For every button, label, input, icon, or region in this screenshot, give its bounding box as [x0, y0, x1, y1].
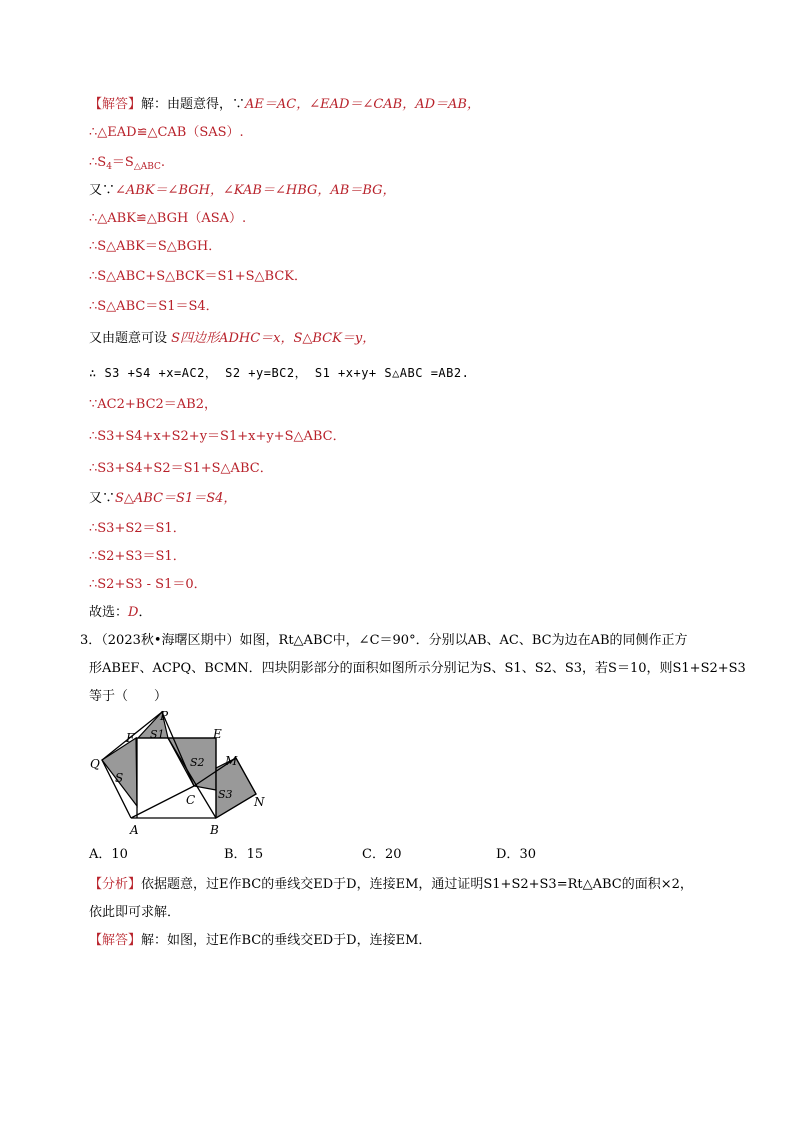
step-s4-mid: ＝S [111, 155, 134, 170]
label-p: P [160, 709, 169, 723]
step-area-sum: ∴S△ABC+S△BCK＝S1+S△BCK． [89, 269, 307, 284]
step-s4-sub2: △ABC [133, 162, 161, 172]
solution-tag: 【解答】 [89, 97, 142, 112]
answer3-line [89, 932, 431, 950]
label-b: B [210, 823, 219, 837]
geometry-figure [86, 708, 286, 840]
problem3-line2: 形ABEF、ACPQ、BCMN．四块阴影部分的面积如图所示分别记为S、S1、S2、S3，若S＝10，则S1+S2+S3 [89, 661, 746, 676]
step-s4-prefix: ∴S [89, 155, 107, 170]
analysis-line2: 依此即可求解． [89, 905, 181, 920]
step-angles [89, 182, 396, 200]
problem3-line3: 等于（ ） [89, 689, 168, 704]
solution-intro: 解：由题意得，∵ [141, 97, 246, 112]
label-n: N [254, 795, 265, 809]
problem3-stem1: 如图，Rt△ABC中，∠C＝90°．分别以AB、AC、BC为边在AB的同侧作正方 [239, 633, 688, 648]
answer-line [89, 604, 151, 622]
option-c-key: C． [362, 847, 385, 862]
solution-header-line [89, 96, 480, 114]
answer-prefix: 故选： [89, 605, 129, 620]
step-recall [89, 490, 236, 508]
option-c-value: 20 [384, 847, 402, 862]
option-d-key: D． [496, 847, 520, 862]
step-angles-prefix: 又∵ [89, 183, 116, 198]
label-m: M [225, 754, 238, 768]
option-b[interactable] [224, 846, 263, 864]
step-s4-sub: 4 [106, 162, 112, 172]
step-sum-equation: ∴S3+S4+x+S2+y＝S1+x+y+S△ABC． [89, 429, 346, 444]
label-q: Q [90, 757, 100, 771]
label-e: E [213, 727, 222, 741]
problem3-source: （2023秋•海曙区期中） [101, 633, 240, 648]
step-recall-prefix: 又∵ [89, 491, 116, 506]
analysis-tag: 【分析】 [89, 877, 142, 892]
label-s: S [115, 771, 124, 785]
label-s2: S2 [190, 756, 205, 769]
step-s3-s2: ∴S3+S2＝S1． [89, 521, 186, 536]
option-d-value: 30 [519, 847, 536, 862]
condition-text: AE＝AC，∠EAD＝∠CAB，AD＝AB， [245, 97, 480, 112]
problem3-line1 [80, 632, 688, 650]
answer-end: ． [138, 605, 152, 620]
step-simplify: ∴S3+S4+S2＝S1+S△ABC． [89, 461, 273, 476]
option-a-key: A． [89, 847, 112, 862]
option-c[interactable] [362, 846, 402, 864]
segment-ac [131, 786, 194, 818]
step-congruence-asa: ∴△ABK≌△BGH（ASA）. [89, 211, 247, 226]
step-congruence-sas: ∴△EAD≌△CAB（SAS）. [89, 125, 244, 140]
option-b-value: 15 [246, 847, 264, 862]
step-let-xy [89, 330, 375, 348]
analysis-line1 [89, 876, 693, 894]
label-s1: S1 [150, 728, 165, 741]
option-a[interactable] [89, 846, 128, 864]
option-d[interactable] [496, 846, 536, 864]
step-s4-end: . [160, 155, 166, 170]
step-s2-s3: ∴S2+S3＝S1． [89, 549, 186, 564]
option-b-key: B． [224, 847, 247, 862]
step-zero: ∴S2+S3 - S1＝0． [89, 577, 207, 592]
step-s4-equals [89, 154, 165, 172]
answer3-tag: 【解答】 [89, 933, 142, 948]
label-a: A [130, 823, 139, 837]
problem3-number: 3． [80, 633, 102, 648]
label-f: F [126, 731, 135, 745]
label-c: C [186, 793, 196, 807]
step-pythagoras-expansion: ∴ S3 +S4 +x=AC2， S2 +y=BC2， S1 +x+y+ S△ABC =AB2. [89, 366, 470, 380]
step-pythagoras: ∵AC2+BC2＝AB2， [89, 397, 217, 412]
label-s3: S3 [218, 788, 233, 801]
step-let-text: S四边形ADHC＝x，S△BCK＝y， [171, 331, 376, 346]
analysis-text1: 依据题意，过E作BC的垂线交ED于D，连接EM，通过证明S1+S2+S3=Rt△ABC的面积×2， [141, 877, 693, 892]
step-area-equal: ∴S△ABK＝S△BGH． [89, 239, 222, 254]
option-a-value: 10 [111, 847, 128, 862]
step-area-s1-s4: ∴S△ABC＝S1＝S4． [89, 299, 219, 314]
answer-value: D [128, 605, 139, 620]
step-let-prefix: 又由题意可设 [89, 331, 168, 346]
step-recall-text: S△ABC＝S1＝S4， [115, 491, 237, 506]
answer3-text: 解：如图，过E作BC的垂线交ED于D，连接EM． [141, 933, 432, 948]
step-angles-text: ∠ABK＝∠BGH，∠KAB＝∠HBG，AB＝BG， [115, 183, 396, 198]
